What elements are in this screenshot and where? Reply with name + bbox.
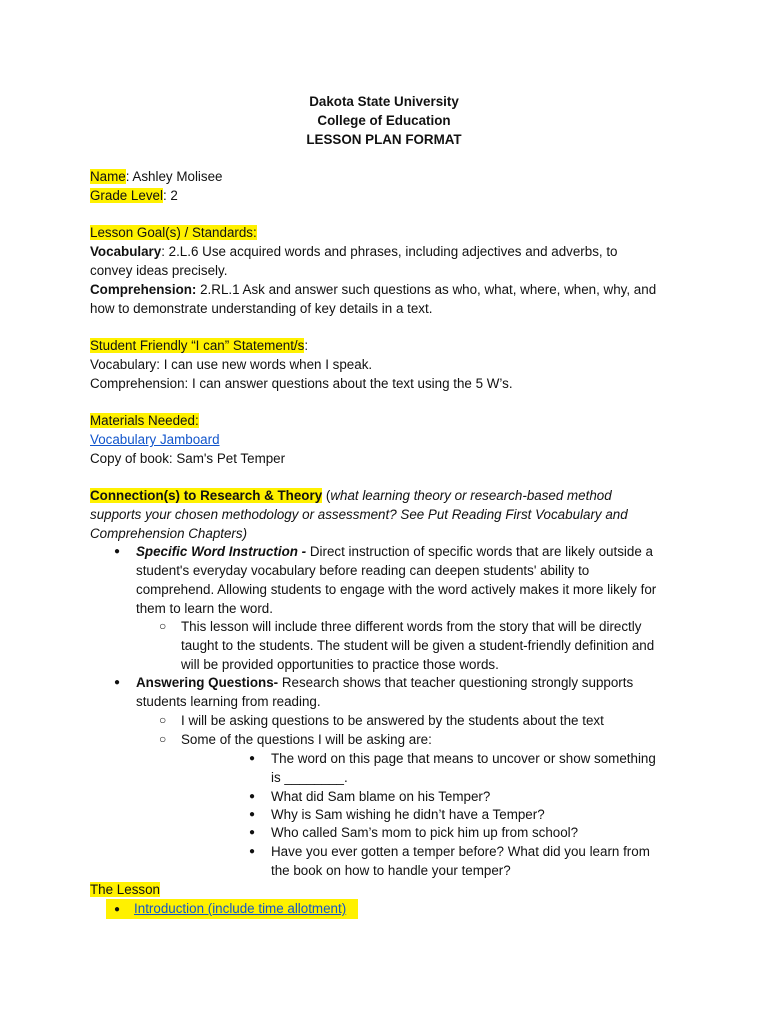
vocab-standard-line-1	[90, 242, 618, 261]
goals-heading-text: Lesson Goal(s) / Standards:	[90, 225, 257, 240]
vocab-label: Vocabulary	[90, 244, 162, 259]
specific-word-sub-2: taught to the students. The student will be given a student-friendly definition and	[181, 638, 655, 653]
question-1-line-1: The word on this page that means to uncover or show something	[271, 751, 656, 766]
answering-label: Answering Questions-	[136, 675, 279, 690]
materials-book: Copy of book: Sam's Pet Temper	[90, 451, 286, 466]
question-5-line-2: the book on how to handle your temper?	[271, 863, 511, 878]
bullet-icon: ●	[249, 791, 256, 802]
connections-question-3: Comprehension Chapters)	[90, 526, 248, 541]
specific-word-text: Direct instruction of specific words that are likely outside a	[306, 544, 653, 559]
materials-heading-text: Materials Needed:	[90, 413, 199, 428]
name-line	[90, 167, 223, 186]
circle-bullet-icon: ○	[159, 619, 167, 633]
materials-heading	[90, 411, 199, 430]
lesson-heading	[90, 880, 160, 899]
specific-word-label: Specific Word Instruction -	[136, 544, 307, 559]
materials-link-line	[90, 430, 220, 449]
comp-standard-line-2: how to demonstrate understanding of key details in a text.	[90, 301, 433, 316]
comp-standard-text: 2.RL.1 Ask and answer such questions as who, what, where, when, why, and	[196, 282, 657, 297]
connections-heading: Connection(s) to Research & Theory	[90, 488, 323, 503]
answering-text: Research shows that teacher questioning strongly supports	[278, 675, 634, 690]
comp-standard-line-1	[90, 280, 656, 299]
bullet-icon: ●	[249, 846, 256, 857]
circle-bullet-icon: ○	[159, 732, 167, 746]
ican-vocab: Vocabulary: I can use new words when I speak.	[90, 357, 373, 372]
circle-bullet-icon: ○	[159, 713, 167, 727]
answering-sub-1: I will be asking questions to be answered by the students about the text	[181, 713, 604, 728]
ican-heading-text: Student Friendly “I can” Statement/s	[90, 338, 305, 353]
lesson-heading-text: The Lesson	[90, 882, 160, 897]
question-3: Why is Sam wishing he didn’t have a Temper?	[271, 807, 545, 822]
question-2: What did Sam blame on his Temper?	[271, 789, 491, 804]
ican-comp: Comprehension: I can answer questions about the text using the 5 W’s.	[90, 376, 513, 391]
goals-heading	[90, 223, 257, 242]
connections-paren: (	[322, 488, 331, 503]
university-title: Dakota State University	[309, 94, 459, 109]
answering-line-1	[136, 673, 633, 692]
bullet-icon: ●	[249, 753, 256, 764]
specific-word-line-1	[136, 542, 653, 561]
grade-label: Grade Level	[90, 188, 163, 203]
grade-line	[90, 186, 178, 205]
specific-word-line-4: them to learn the word.	[136, 601, 273, 616]
vocabulary-jamboard-link[interactable]: Vocabulary Jamboard	[90, 432, 220, 447]
question-1-line-2: is ________.	[271, 770, 348, 785]
answering-line-2: students learning from reading.	[136, 694, 321, 709]
bullet-icon: ●	[114, 904, 121, 915]
college-title: College of Education	[317, 113, 451, 128]
comp-label: Comprehension:	[90, 282, 197, 297]
vocab-standard-text: : 2.L.6 Use acquired words and phrases, including adjectives and adverbs, to	[161, 244, 618, 259]
format-title: LESSON PLAN FORMAT	[306, 132, 462, 147]
specific-word-line-2: student's everyday vocabulary before reading can deepen students' ability to	[136, 563, 590, 578]
specific-word-line-3: comprehend. Allowing students to engage with the word actively makes it more likely for	[136, 582, 657, 597]
question-5-line-1: Have you ever gotten a temper before? What did you learn from	[271, 844, 650, 859]
bullet-icon: ●	[249, 809, 256, 820]
introduction-link[interactable]: Introduction (include time allotment)	[134, 901, 347, 916]
intro-line	[106, 899, 358, 919]
answering-sub-2: Some of the questions I will be asking are:	[181, 732, 432, 747]
question-4: Who called Sam’s mom to pick him up from school?	[271, 825, 579, 840]
bullet-icon: ●	[114, 546, 121, 557]
specific-word-sub-1: This lesson will include three different words from the story that will be directly	[181, 619, 642, 634]
ican-heading	[90, 336, 308, 355]
grade-value: : 2	[162, 188, 178, 203]
connections-heading-line	[90, 486, 612, 505]
vocab-standard-line-2: convey ideas precisely.	[90, 263, 228, 278]
specific-word-sub-3: will be provided opportunities to practice those words.	[181, 657, 499, 672]
connections-question-2: supports your chosen methodology or assessment? See Put Reading First Vocabulary and	[90, 507, 628, 522]
connections-question-1: what learning theory or research-based method	[330, 488, 612, 503]
ican-colon: :	[304, 338, 309, 353]
name-label: Name	[90, 169, 126, 184]
name-value: : Ashley Molisee	[125, 169, 223, 184]
bullet-icon: ●	[249, 827, 256, 838]
bullet-icon: ●	[114, 677, 121, 688]
